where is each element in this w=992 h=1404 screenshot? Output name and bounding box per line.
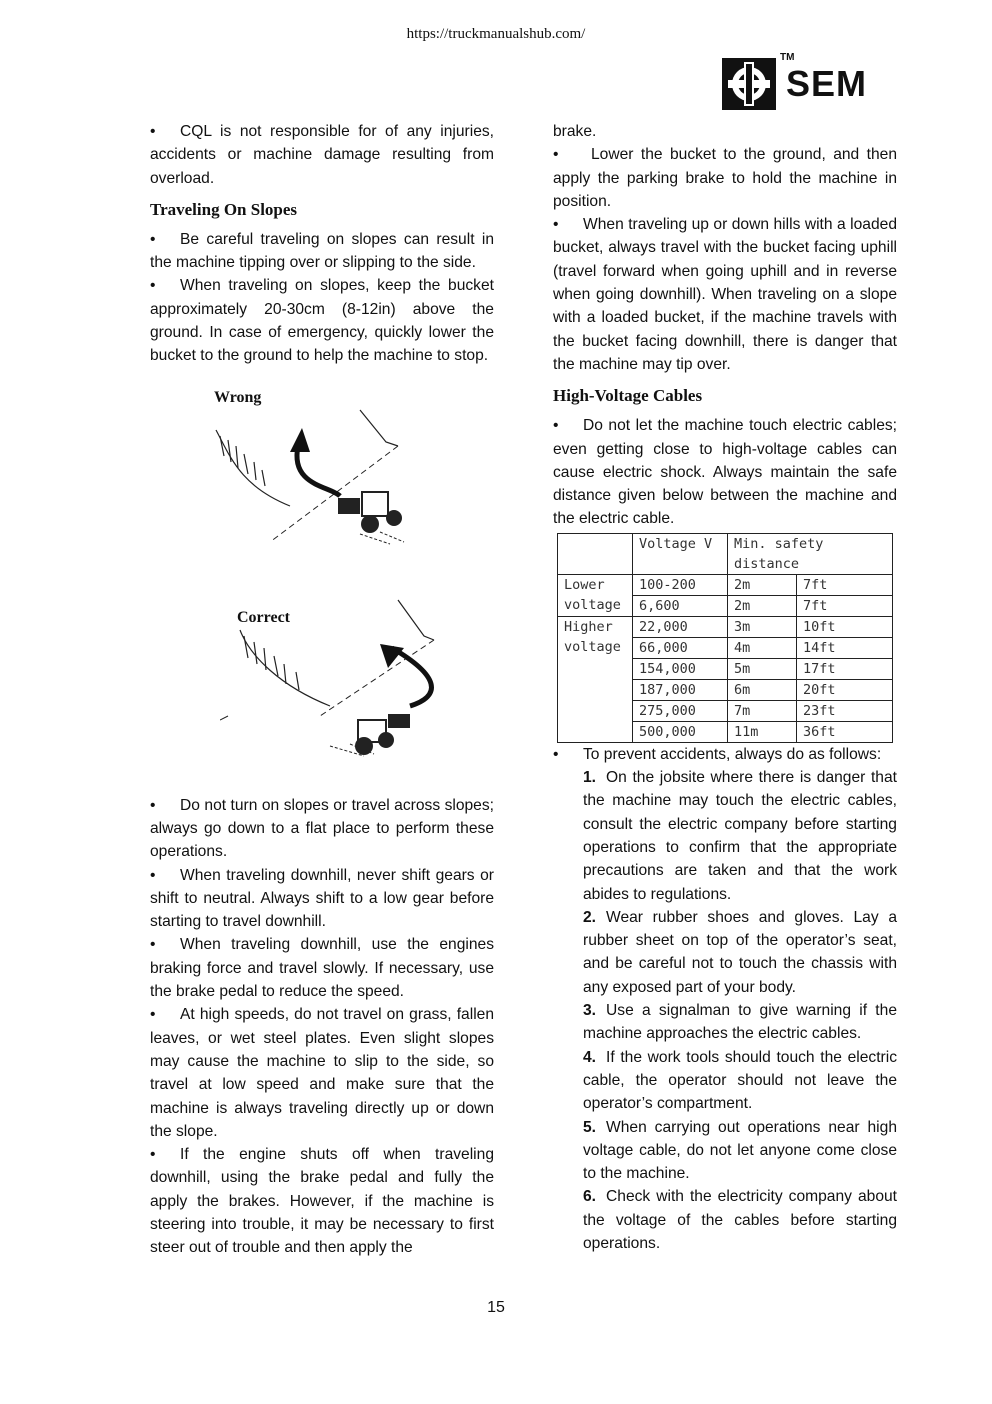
heading-traveling-on-slopes: Traveling On Slopes (150, 199, 298, 219)
table-cell: 500,000 (633, 721, 728, 742)
left-column (150, 120, 494, 1260)
paragraph: • Lower the bucket to the ground, and then apply the parking brake to hold the machine in position. (553, 146, 897, 210)
table-header-row (558, 533, 893, 574)
list-item: 4. If the work tools should touch the electric cable, the operator should not leave the operator’s compartment. (583, 1048, 897, 1113)
paragraph: • When traveling on slopes, keep the bucket approximately 20-30cm (8-12in) above the ground. In case of emergency, quickly lower the bucket to the ground to help the machine to stop. (150, 277, 494, 365)
paragraph: • When traveling up or down hills with a loaded bucket, always travel with the bucket facing uphill (travel forward when going uphill and in reverse when going downhill). When traveling on a slope with a loaded bucket, if the machine travels with the bucket facing downhill, there is danger that the machine may tip over. (553, 216, 897, 373)
correct-illustration (220, 596, 450, 766)
logo-tm: TM (780, 52, 795, 63)
higher-voltage-label: Higher voltage (558, 616, 633, 742)
precaution-steps (553, 766, 897, 1255)
paragraph: brake. (553, 123, 597, 140)
list-item: 5. When carrying out operations near high voltage cable, do not let anyone come close to the machine. (583, 1118, 897, 1183)
table-cell: 5m (728, 658, 797, 679)
table-cell: 66,000 (633, 637, 728, 658)
table-cell: 10ft (797, 616, 893, 637)
table-cell: 154,000 (633, 658, 728, 679)
safety-distance-table (557, 533, 893, 743)
table-cell: 2m (728, 574, 797, 595)
table-cell: 7ft (797, 574, 893, 595)
table-cell: 17ft (797, 658, 893, 679)
table-cell: 100-200 (633, 574, 728, 595)
table-cell: 3m (728, 616, 797, 637)
table-cell: 6,600 (633, 595, 728, 616)
header-voltage: Voltage V (633, 533, 728, 574)
paragraph: • When traveling downhill, use the engines braking force and travel slowly. If necessary, use the brake pedal to reduce the speed. (150, 936, 494, 1001)
paragraph: • Do not turn on slopes or travel across slopes; always go down to a flat place to perform these operations. (150, 796, 494, 861)
list-item: 2. Wear rubber shoes and gloves. Lay a rubber sheet on top of the operator’s seat, and be careful not to touch the chassis with any exposed part of your body. (583, 908, 897, 996)
paragraph: • When traveling downhill, never shift gears or shift to neutral. Always shift to a low gear before starting to travel downhill. (150, 866, 494, 931)
header-distance: Min. safety distance (728, 533, 893, 574)
table-cell: 4m (728, 637, 797, 658)
table-row (558, 616, 893, 637)
slope-figure (150, 376, 494, 788)
table-row (558, 574, 893, 595)
list-item: 3. Use a signalman to give warning if the machine approaches the electric cables. (583, 1002, 897, 1043)
wrong-illustration (210, 406, 420, 556)
paragraph: • Do not let the machine touch electric cables; even getting close to high-voltage cables can cause electric shock. Always maintain the safe distance given below between the machine and the electric cable. (553, 417, 897, 528)
logo-text: SEM (786, 63, 868, 104)
table-cell: 6m (728, 679, 797, 700)
table-cell: 275,000 (633, 700, 728, 721)
figure-label-wrong: Wrong (214, 388, 262, 406)
heading-high-voltage-cables: High-Voltage Cables (553, 386, 703, 406)
list-item: 6. Check with the electricity company about the voltage of the cables before starting operations. (583, 1188, 897, 1252)
page-number: 15 (487, 1299, 505, 1316)
table-cell: 7ft (797, 595, 893, 616)
table-cell: 11m (728, 721, 797, 742)
table-cell: 36ft (797, 721, 893, 742)
paragraph: • CQL is not responsible for of any injuries, accidents or machine damage resulting from overload. (150, 123, 494, 187)
paragraph: • If the engine shuts off when traveling downhill, using the brake pedal and fully the apply the brakes. However, if the machine is steering into trouble, it may be necessary to first steer out of trouble and then apply the (150, 1146, 494, 1257)
lower-voltage-label: Lower voltage (558, 574, 633, 616)
table-cell: 187,000 (633, 679, 728, 700)
source-url: https://truckmanualshub.com/ (406, 26, 586, 42)
paragraph: • At high speeds, do not travel on grass, fallen leaves, or wet steel plates. Even slight slopes may cause the machine to slip to the side, so travel at low speed and make sure that the machine is always traveling directly up or down the slope. (150, 1006, 494, 1140)
table-cell: 14ft (797, 637, 893, 658)
list-item: 1. On the jobsite where there is danger that the machine may touch the electric cables, consult the electric company before starting operations to confirm that the appropriate precautions are taken and that the work abides to regulations. (583, 769, 897, 903)
figure-label-correct: Correct (237, 608, 290, 626)
right-column (553, 120, 897, 1255)
paragraph: • Be careful traveling on slopes can result in the machine tipping over or slipping to the side. (150, 230, 494, 272)
table-cell: 20ft (797, 679, 893, 700)
table-cell: 2m (728, 595, 797, 616)
sem-logo (722, 48, 892, 112)
table-cell: 23ft (797, 700, 893, 721)
table-cell: 22,000 (633, 616, 728, 637)
table-cell: 7m (728, 700, 797, 721)
paragraph: • To prevent accidents, always do as follows: (553, 745, 882, 763)
